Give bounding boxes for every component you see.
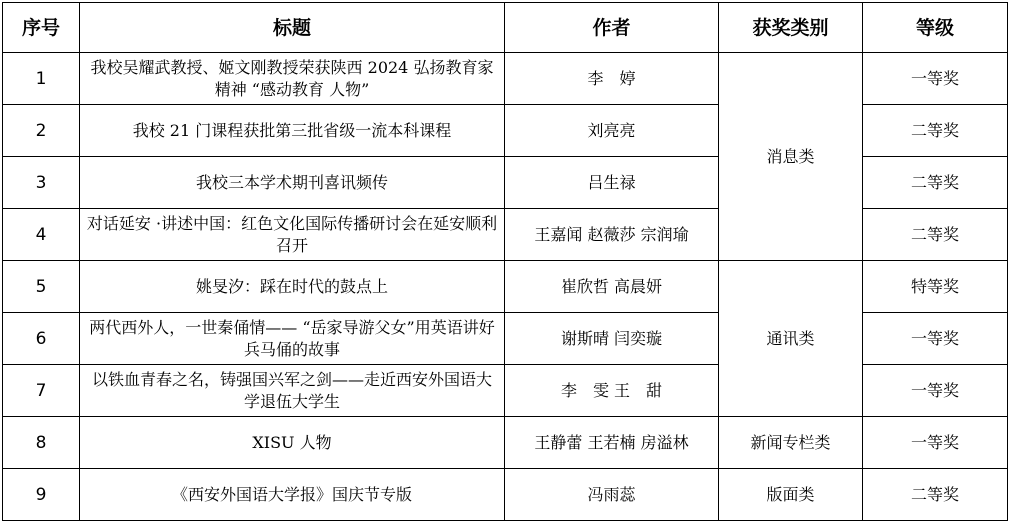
row-index: 8 [3,417,80,469]
row-grade: 二等奖 [863,209,1008,261]
row-grade: 一等奖 [863,417,1008,469]
row-author: 李 雯 王 甜 [505,365,719,417]
header-index: 序号 [3,3,80,53]
row-author: 冯雨蕊 [505,469,719,521]
header-row [3,3,1008,53]
row-title: XISU 人物 [80,417,505,469]
row-index: 9 [3,469,80,521]
row-author: 谢斯晴 闫奕璇 [505,313,719,365]
row-grade: 二等奖 [863,105,1008,157]
header-category: 获奖类别 [719,3,863,53]
row-grade: 二等奖 [863,157,1008,209]
row-title: 我校吴耀武教授、姬文刚教授荣获陕西 2024 弘扬教育家精神 “感动教育 人物” [80,53,505,105]
row-title: 对话延安 ·讲述中国：红色文化国际传播研讨会在延安顺利召开 [80,209,505,261]
row-index: 6 [3,313,80,365]
row-index: 2 [3,105,80,157]
row-grade: 一等奖 [863,365,1008,417]
row-title: 以铁血青春之名，铸强国兴军之剑——走近西安外国语大学退伍大学生 [80,365,505,417]
row-title: 两代西外人，一世秦俑情—— “岳家导游父女”用英语讲好兵马俑的故事 [80,313,505,365]
row-author: 王静蕾 王若楠 房溢林 [505,417,719,469]
header-author: 作者 [505,3,719,53]
table-row [3,53,1008,105]
row-title: 我校 21 门课程获批第三批省级一流本科课程 [80,105,505,157]
row-grade: 一等奖 [863,53,1008,105]
row-grade: 一等奖 [863,313,1008,365]
table-row [3,261,1008,313]
row-author: 李 婷 [505,53,719,105]
category-cell: 版面类 [719,469,863,521]
row-title: 我校三本学术期刊喜讯频传 [80,157,505,209]
row-author: 王嘉闻 赵薇莎 宗润瑜 [505,209,719,261]
table-row [3,417,1008,469]
row-index: 1 [3,53,80,105]
category-cell: 消息类 [719,53,863,261]
row-grade: 特等奖 [863,261,1008,313]
row-title: 姚旻汐：踩在时代的鼓点上 [80,261,505,313]
row-author: 崔欣哲 高晨妍 [505,261,719,313]
category-cell: 新闻专栏类 [719,417,863,469]
table-row [3,469,1008,521]
row-index: 3 [3,157,80,209]
row-grade: 二等奖 [863,469,1008,521]
row-index: 7 [3,365,80,417]
row-author: 吕生禄 [505,157,719,209]
header-title: 标题 [80,3,505,53]
row-index: 5 [3,261,80,313]
awards-table [2,2,1008,521]
category-cell: 通讯类 [719,261,863,417]
row-author: 刘亮亮 [505,105,719,157]
row-title: 《西安外国语大学报》国庆节专版 [80,469,505,521]
header-grade: 等级 [863,3,1008,53]
row-index: 4 [3,209,80,261]
